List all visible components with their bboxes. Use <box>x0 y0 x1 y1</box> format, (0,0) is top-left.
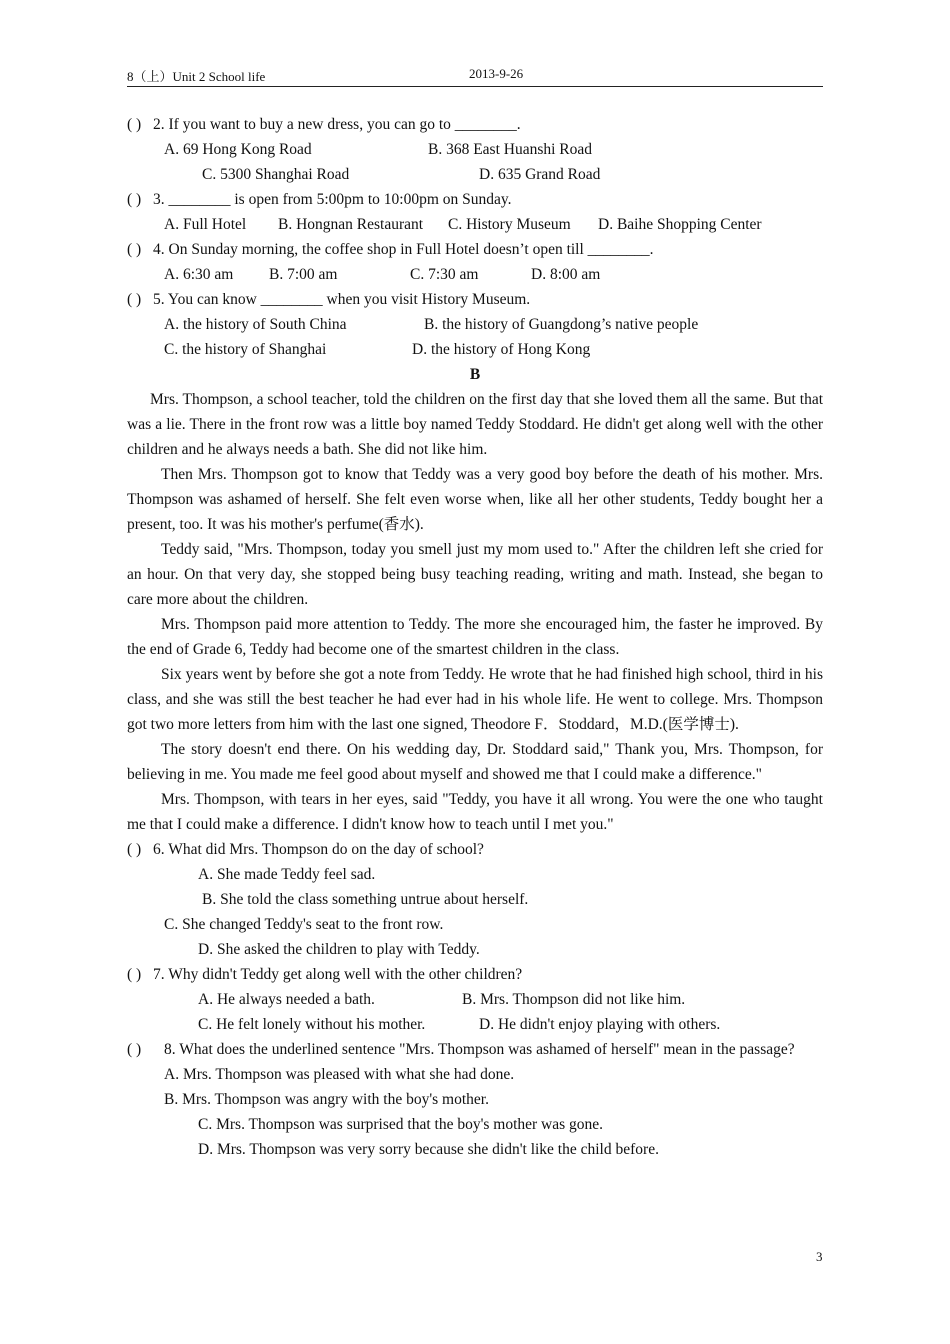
question-7-option-a: A. He always needed a bath. <box>198 991 375 1008</box>
question-2-options-row2 <box>127 162 823 187</box>
answer-blank: ( ) <box>127 1041 142 1058</box>
question-5-option-b: B. the history of Guangdong’s native people <box>424 316 699 333</box>
question-8-option-b: B. Mrs. Thompson was angry with the boy's mother. <box>164 1091 489 1108</box>
passage-paragraph: Teddy said, "Mrs. Thompson, today you smell just my mom used to." After the children left she cried for an hour. On that very day, she stopped being busy teaching reading, writing and math. Instead, she began to care more about the children. <box>127 541 823 608</box>
question-6-option-d-row <box>127 937 823 962</box>
question-7-options-row1 <box>127 987 823 1012</box>
question-2-option-a: A. 69 Hong Kong Road <box>164 141 312 158</box>
question-5-options-row1 <box>127 312 823 337</box>
passage-paragraph: Then Mrs. Thompson got to know that Teddy was a very good boy before the death of his mother. Mrs. Thompson was ashamed of herself. She felt even worse when, like all her other students, Teddy bought her a present, too. It was his mother's perfume(香水). <box>127 466 823 533</box>
answer-blank: ( ) <box>127 841 142 858</box>
question-7-option-d: D. He didn't enjoy playing with others. <box>479 1016 721 1033</box>
question-6-stem: 6. What did Mrs. Thompson do on the day of school? <box>153 841 484 858</box>
question-5-option-d: D. the history of Hong Kong <box>412 341 591 358</box>
question-4-options <box>127 262 823 287</box>
question-8-option-c: C. Mrs. Thompson was surprised that the boy's mother was gone. <box>198 1116 604 1133</box>
question-8-option-d-row <box>127 1137 823 1162</box>
answer-blank: ( ) <box>127 191 142 208</box>
question-3 <box>127 187 823 212</box>
question-3-option-c: C. History Museum <box>448 216 571 233</box>
question-2-option-c: C. 5300 Shanghai Road <box>202 166 350 183</box>
passage-paragraph: Mrs. Thompson, with tears in her eyes, said "Teddy, you have it all wrong. You were the one who taught me that I could make a difference. I didn't know how to teach until I met you." <box>127 791 823 833</box>
question-7-option-b: B. Mrs. Thompson did not like him. <box>462 991 686 1008</box>
question-5-stem: 5. You can know ________ when you visit History Museum. <box>153 291 531 308</box>
question-3-option-b: B. Hongnan Restaurant <box>278 216 424 233</box>
question-6-option-c: C. She changed Teddy's seat to the front row. <box>164 916 444 933</box>
question-8-option-d: D. Mrs. Thompson was very sorry because she didn't like the child before. <box>198 1141 659 1158</box>
answer-blank: ( ) <box>127 966 142 983</box>
question-2-options-row1 <box>127 137 823 162</box>
passage-paragraph: The story doesn't end there. On his wedding day, Dr. Stoddard said," Thank you, Mrs. Thompson, for believing in me. You made me feel good about myself and showed me that I could make a difference." <box>127 741 823 783</box>
question-2-option-d: D. 635 Grand Road <box>479 166 601 183</box>
passage-paragraph: Mrs. Thompson, a school teacher, told the children on the first day that she loved them all the same. But that was a lie. There in the front row was a little boy named Teddy Stoddard. He didn't get along well with the other children and he always needs a bath. She did not like him. <box>127 391 823 458</box>
question-7 <box>127 962 823 987</box>
question-3-options <box>127 212 823 237</box>
question-4-stem: 4. On Sunday morning, the coffee shop in Full Hotel doesn’t open till ________. <box>153 241 654 258</box>
question-6-option-b-row <box>127 887 823 912</box>
question-4-option-c: C. 7:30 am <box>410 266 479 283</box>
page-header <box>127 66 823 87</box>
question-6 <box>127 837 823 862</box>
question-6-option-a: A. She made Teddy feel sad. <box>198 866 376 883</box>
question-8-option-a-row <box>127 1062 823 1087</box>
question-4 <box>127 237 823 262</box>
question-2 <box>127 112 823 137</box>
question-5-option-c: C. the history of Shanghai <box>164 341 327 358</box>
answer-blank: ( ) <box>127 116 142 133</box>
answer-blank: ( ) <box>127 291 142 308</box>
question-8-option-b-row <box>127 1087 823 1112</box>
question-2-stem: 2. If you want to buy a new dress, you can go to ________. <box>153 116 521 133</box>
answer-blank: ( ) <box>127 241 142 258</box>
question-8-stem <box>164 1037 823 1062</box>
question-8-option-a: A. Mrs. Thompson was pleased with what she had done. <box>164 1066 515 1083</box>
question-6-option-c-row <box>127 912 823 937</box>
question-3-option-d: D. Baihe Shopping Center <box>598 216 762 233</box>
header-unit-title: 8（上）Unit 2 School life <box>127 69 266 84</box>
question-6-option-a-row <box>127 862 823 887</box>
document-body <box>127 112 823 1162</box>
section-heading: B <box>469 366 481 383</box>
question-5-option-a: A. the history of South China <box>164 316 347 333</box>
question-6-option-b: B. She told the class something untrue about herself. <box>202 891 529 908</box>
question-5 <box>127 287 823 312</box>
question-4-option-a: A. 6:30 am <box>164 266 234 283</box>
header-date: 2013-9-26 <box>469 66 524 81</box>
question-3-stem: 3. ________ is open from 5:00pm to 10:00pm on Sunday. <box>153 191 512 208</box>
page-number: 3 <box>816 1249 823 1264</box>
question-6-option-d: D. She asked the children to play with Teddy. <box>198 941 480 958</box>
question-8 <box>127 1037 823 1062</box>
question-2-option-b: B. 368 East Huanshi Road <box>428 141 593 158</box>
question-4-option-d: D. 8:00 am <box>531 266 601 283</box>
question-8-option-c-row <box>127 1112 823 1137</box>
passage-paragraph: Six years went by before she got a note from Teddy. He wrote that he had finished high school, third in his class, and she was still the best teacher he had ever had in his whole life. He went to college. Mrs. Thompson got two more letters from him with the last one signed, Theodore F．Stoddard，M.D.(医学博士). <box>127 666 823 733</box>
question-5-options-row2 <box>127 337 823 362</box>
question-7-option-c: C. He felt lonely without his mother. <box>198 1016 426 1033</box>
question-7-options-row2 <box>127 1012 823 1037</box>
question-4-option-b: B. 7:00 am <box>269 266 338 283</box>
question-3-option-a: A. Full Hotel <box>164 216 247 233</box>
question-7-stem: 7. Why didn't Teddy get along well with the other children? <box>153 966 523 983</box>
passage-paragraph: Mrs. Thompson paid more attention to Teddy. The more she encouraged him, the faster he improved. By the end of Grade 6, Teddy had become one of the smartest children in the class. <box>127 616 823 658</box>
question-8-stem-text: 8. What does the underlined sentence "Mrs. Thompson was ashamed of herself" mean in the passage? <box>164 1041 795 1058</box>
